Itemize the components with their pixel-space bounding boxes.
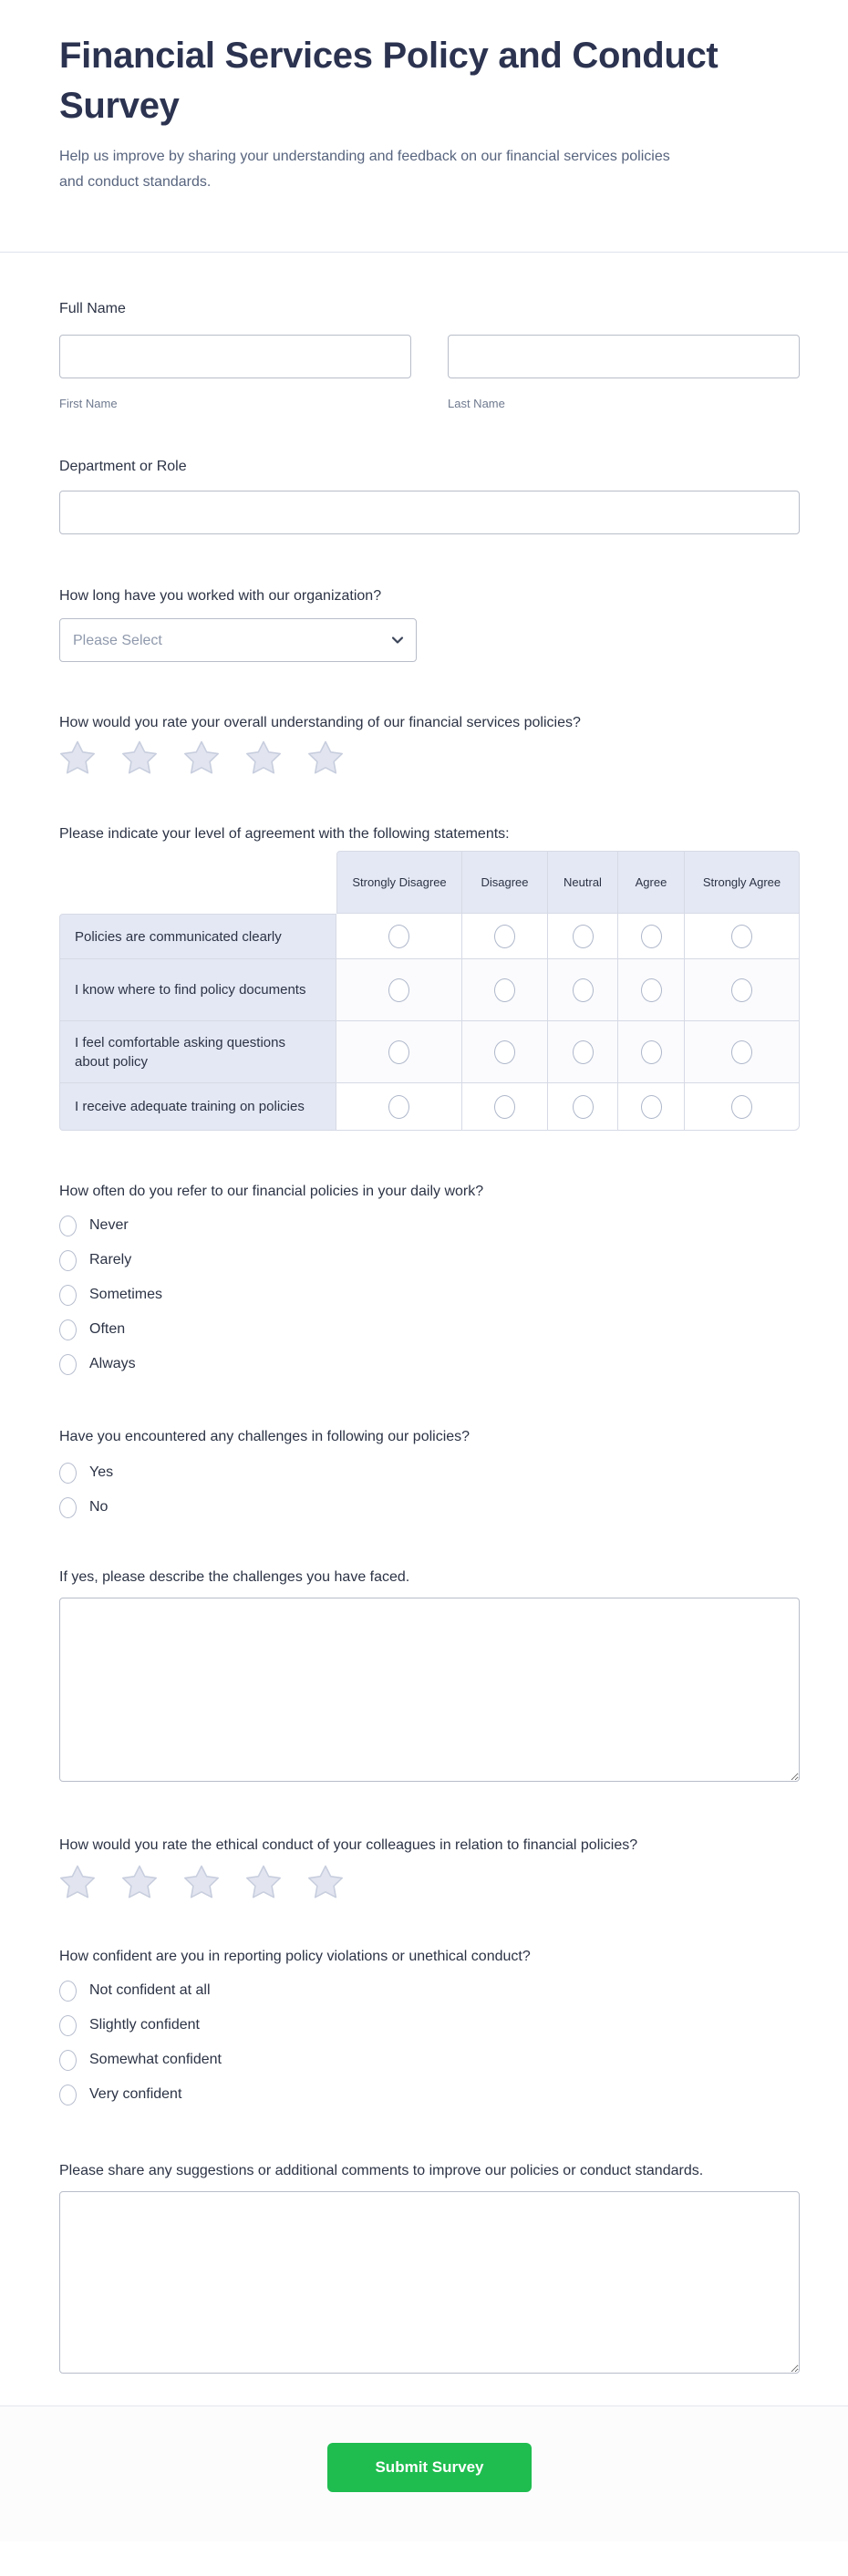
frequency-options — [59, 1212, 800, 1378]
matrix-row-label: Policies are communicated clearly — [59, 914, 336, 959]
question-label: Department or Role — [59, 459, 187, 474]
matrix-row — [59, 959, 800, 1021]
radio-option-label: Never — [89, 1217, 129, 1233]
radio-option-label: Often — [89, 1321, 126, 1337]
question-label: Have you encountered any challenges in following our policies? — [59, 1429, 471, 1444]
matrix-cell[interactable] — [618, 959, 685, 1021]
matrix-cell[interactable] — [548, 959, 618, 1021]
matrix-cell[interactable] — [685, 914, 800, 959]
matrix-cell[interactable] — [336, 959, 462, 1021]
radio-option-label: Somewhat confident — [89, 2052, 222, 2067]
submit-survey-button[interactable]: Submit Survey — [327, 2443, 532, 2492]
radio-icon[interactable] — [573, 1095, 594, 1119]
radio-icon[interactable] — [388, 1040, 409, 1064]
radio-icon[interactable] — [388, 978, 409, 1002]
radio-option[interactable] — [59, 1494, 800, 1521]
first-name-col — [59, 335, 411, 412]
star-icon[interactable] — [59, 1864, 96, 1900]
radio-icon[interactable] — [641, 1095, 662, 1119]
radio-option-label: Very confident — [89, 2086, 182, 2102]
question-label: Please indicate your level of agreement with the following statements: — [59, 826, 510, 842]
matrix-header-row — [59, 851, 800, 914]
radio-icon[interactable] — [731, 1095, 752, 1119]
matrix-cell[interactable] — [336, 1021, 462, 1083]
matrix-cell[interactable] — [548, 1083, 618, 1131]
matrix-row — [59, 1021, 800, 1083]
question-label: How often do you refer to our financial policies in your daily work? — [59, 1184, 484, 1199]
radio-icon[interactable] — [59, 2050, 77, 2071]
radio-option[interactable] — [59, 1977, 800, 2004]
question-confidence — [59, 1946, 800, 2108]
radio-icon[interactable] — [641, 925, 662, 948]
radio-icon[interactable] — [59, 2015, 77, 2036]
radio-option-label: No — [89, 1499, 109, 1515]
radio-icon[interactable] — [59, 2085, 77, 2105]
question-department — [59, 456, 800, 534]
matrix-blank-cell — [59, 851, 336, 914]
radio-icon[interactable] — [59, 1497, 77, 1518]
page-title: Financial Services Policy and Conduct Survey — [59, 36, 719, 126]
radio-option-label: Sometimes — [89, 1287, 163, 1302]
radio-option-label: Not confident at all — [89, 1982, 211, 1998]
matrix-column-header: Strongly Agree — [685, 851, 800, 914]
question-label: How confident are you in reporting policy violations or unethical conduct? — [59, 1949, 531, 1964]
question-full-name — [59, 298, 800, 412]
tenure-select[interactable] — [59, 618, 417, 662]
tenure-select-wrap — [59, 618, 417, 662]
first-name-input[interactable] — [59, 335, 411, 378]
radio-icon[interactable] — [59, 1216, 77, 1236]
form-header — [0, 0, 848, 253]
radio-option[interactable] — [59, 1316, 800, 1343]
matrix-cell[interactable] — [618, 914, 685, 959]
department-input[interactable] — [59, 491, 800, 534]
matrix-cell[interactable] — [685, 959, 800, 1021]
matrix-column-header: Strongly Disagree — [336, 851, 462, 914]
star-icon[interactable] — [245, 1864, 282, 1900]
radio-option-label: Yes — [89, 1464, 114, 1480]
confidence-options — [59, 1977, 800, 2108]
radio-icon[interactable] — [494, 925, 515, 948]
question-ethics-rating — [59, 1835, 800, 1900]
question-tenure — [59, 585, 800, 662]
matrix-cell[interactable] — [685, 1083, 800, 1131]
question-label: How long have you worked with our organization? — [59, 588, 382, 604]
star-rating — [59, 1864, 800, 1900]
matrix-cell[interactable] — [685, 1021, 800, 1083]
last-name-sublabel: Last Name — [448, 397, 505, 410]
star-icon[interactable] — [183, 740, 220, 776]
matrix-cell[interactable] — [336, 1083, 462, 1131]
matrix-column-header: Neutral — [548, 851, 618, 914]
radio-option[interactable] — [59, 2046, 800, 2074]
matrix-row-label: I know where to find policy documents — [59, 959, 336, 1021]
matrix-cell[interactable] — [336, 914, 462, 959]
radio-option-label: Rarely — [89, 1252, 132, 1267]
first-name-sublabel: First Name — [59, 397, 118, 410]
matrix-cell[interactable] — [618, 1083, 685, 1131]
matrix-cell[interactable] — [462, 959, 548, 1021]
matrix-cell[interactable] — [618, 1021, 685, 1083]
radio-icon[interactable] — [731, 978, 752, 1002]
question-suggestions — [59, 2160, 800, 2378]
star-icon[interactable] — [307, 740, 344, 776]
agreement-matrix-table — [59, 851, 800, 1131]
radio-icon[interactable] — [59, 1463, 77, 1484]
page-subtitle: Help us improve by sharing your understanding and feedback on our financial services policies and conduct standards. — [59, 149, 670, 190]
challenges-options — [59, 1459, 800, 1521]
matrix-cell[interactable] — [462, 914, 548, 959]
matrix-column-header: Agree — [618, 851, 685, 914]
radio-option[interactable] — [59, 1212, 800, 1239]
radio-icon[interactable] — [641, 1040, 662, 1064]
radio-icon[interactable] — [59, 1981, 77, 2002]
radio-icon[interactable] — [59, 1319, 77, 1340]
star-rating — [59, 740, 800, 776]
star-icon[interactable] — [59, 740, 96, 776]
suggestions-textarea[interactable] — [59, 2191, 800, 2374]
radio-icon[interactable] — [59, 1250, 77, 1271]
name-row — [59, 335, 800, 412]
matrix-row — [59, 914, 800, 959]
radio-icon[interactable] — [59, 1285, 77, 1306]
question-agreement-matrix — [59, 823, 800, 1131]
radio-icon[interactable] — [573, 925, 594, 948]
matrix-cell[interactable] — [548, 914, 618, 959]
star-icon[interactable] — [121, 1864, 158, 1900]
last-name-input[interactable] — [448, 335, 800, 378]
radio-icon[interactable] — [494, 978, 515, 1002]
matrix-row — [59, 1083, 800, 1131]
question-label: How would you rate your overall understanding of our financial services policies? — [59, 715, 581, 730]
radio-option[interactable] — [59, 1459, 800, 1486]
radio-icon[interactable] — [388, 925, 409, 948]
radio-option[interactable] — [59, 1281, 800, 1309]
question-label: Full Name — [59, 301, 126, 316]
question-label: Please share any suggestions or additional comments to improve our policies or conduct standards. — [59, 2163, 704, 2178]
question-label: How would you rate the ethical conduct of your colleagues in relation to financial policies? — [59, 1837, 638, 1853]
star-icon[interactable] — [183, 1864, 220, 1900]
radio-icon[interactable] — [731, 925, 752, 948]
radio-option[interactable] — [59, 2012, 800, 2039]
matrix-row-label: I receive adequate training on policies — [59, 1083, 336, 1131]
matrix-column-header: Disagree — [462, 851, 548, 914]
radio-icon[interactable] — [494, 1095, 515, 1119]
radio-icon[interactable] — [573, 1040, 594, 1064]
radio-icon[interactable] — [573, 978, 594, 1002]
matrix-cell[interactable] — [548, 1021, 618, 1083]
radio-icon[interactable] — [59, 1354, 77, 1375]
star-icon[interactable] — [121, 740, 158, 776]
question-label: If yes, please describe the challenges you have faced. — [59, 1569, 410, 1585]
radio-option-label: Slightly confident — [89, 2017, 200, 2033]
radio-option-label: Always — [89, 1356, 136, 1371]
question-frequency — [59, 1181, 800, 1378]
radio-option[interactable] — [59, 1350, 800, 1378]
footer-inner — [0, 2443, 848, 2492]
matrix-cell[interactable] — [462, 1021, 548, 1083]
star-icon[interactable] — [245, 740, 282, 776]
radio-icon[interactable] — [641, 978, 662, 1002]
challenges-detail-textarea[interactable] — [59, 1598, 800, 1782]
form-body — [0, 298, 848, 2405]
question-challenges — [59, 1426, 800, 1521]
last-name-col — [448, 335, 800, 412]
form-footer — [0, 2405, 848, 2541]
radio-icon[interactable] — [731, 1040, 752, 1064]
matrix-row-label: I feel comfortable asking questions about policy — [59, 1021, 336, 1083]
radio-option[interactable] — [59, 1247, 800, 1274]
radio-icon[interactable] — [494, 1040, 515, 1064]
question-challenges-detail — [59, 1567, 800, 1786]
radio-option[interactable] — [59, 2081, 800, 2108]
question-understanding-rating — [59, 712, 800, 776]
matrix-cell[interactable] — [462, 1083, 548, 1131]
radio-icon[interactable] — [388, 1095, 409, 1119]
star-icon[interactable] — [307, 1864, 344, 1900]
